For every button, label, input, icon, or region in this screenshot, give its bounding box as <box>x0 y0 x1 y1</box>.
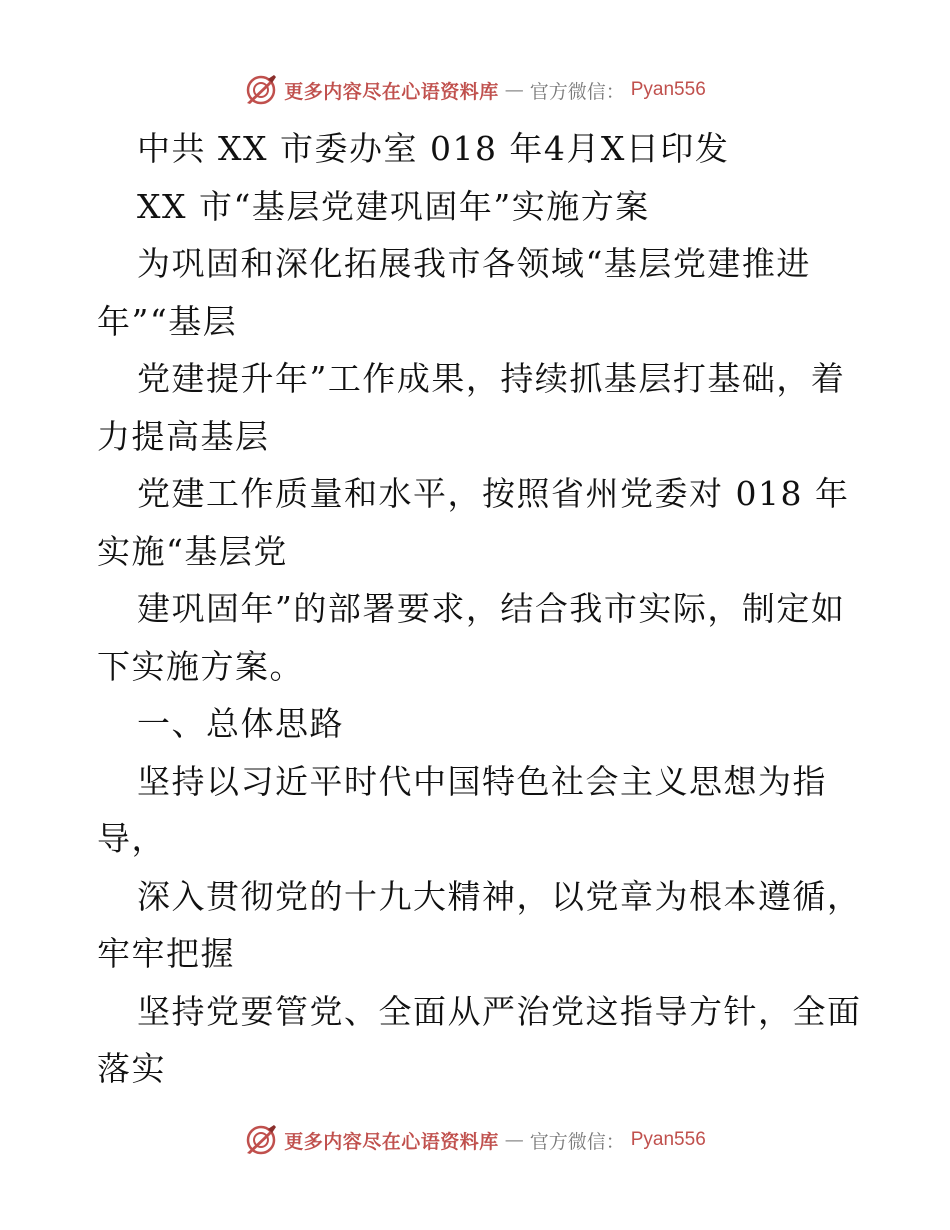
paragraph-line: 坚持党要管党、全面从严治党这指导方针，全面 <box>137 991 862 1031</box>
banner-dash: — <box>504 1129 524 1151</box>
banner-site-text: 更多内容尽在心语资料库 <box>284 1130 499 1153</box>
paragraph-line: 建巩固年”的部署要求，结合我市实际，制定如 <box>137 589 846 628</box>
paragraph-line: 落实 <box>97 1049 166 1088</box>
footer-banner <box>0 1120 950 1160</box>
paragraph-line: 下实施方案。 <box>97 646 304 686</box>
paragraph-line: 导， <box>97 819 166 858</box>
banner-wechat-label: 官方微信： <box>529 80 625 103</box>
paragraph-line: 实施“基层党 <box>97 531 288 571</box>
paragraph-line: 党建提升年”工作成果，持续抓基层打基础，着 <box>137 359 846 398</box>
banner-wechat-label: 官方微信： <box>529 1130 625 1153</box>
document-body <box>97 120 862 1098</box>
banner-dash: — <box>504 79 524 101</box>
section-heading: 一、总体思路 <box>137 704 344 743</box>
paragraph-line: 年”“基层 <box>97 301 238 341</box>
pen-logo-icon <box>244 1123 278 1157</box>
banner-site-text: 更多内容尽在心语资料库 <box>284 80 499 103</box>
paragraph-line: 党建工作质量和水平，按照省州党委对 018 年 <box>137 474 850 513</box>
paragraph-line: 深入贯彻党的十九大精神，以党章为根本遵循， <box>137 876 862 916</box>
banner-wechat-id: Pyan556 <box>630 79 706 100</box>
banner-content <box>244 1123 706 1157</box>
banner-wechat-id: Pyan556 <box>630 1129 706 1150</box>
issue-line: 中共 XX 市委办室 018 年4月X日印发 <box>137 129 730 168</box>
pen-logo-icon <box>244 73 278 107</box>
paragraph-line: 为巩固和深化拓展我市各领域“基层党建推进 <box>137 244 811 283</box>
header-banner <box>0 70 950 110</box>
paragraph-line: 力提高基层 <box>97 416 270 456</box>
paragraph-line: 牢牢把握 <box>97 934 235 973</box>
banner-content <box>244 73 706 107</box>
paragraph-line: 坚持以习近平时代中国特色社会主义思想为指 <box>137 761 827 801</box>
document-title: XX 市“基层党建巩固年”实施方案 <box>137 186 650 226</box>
